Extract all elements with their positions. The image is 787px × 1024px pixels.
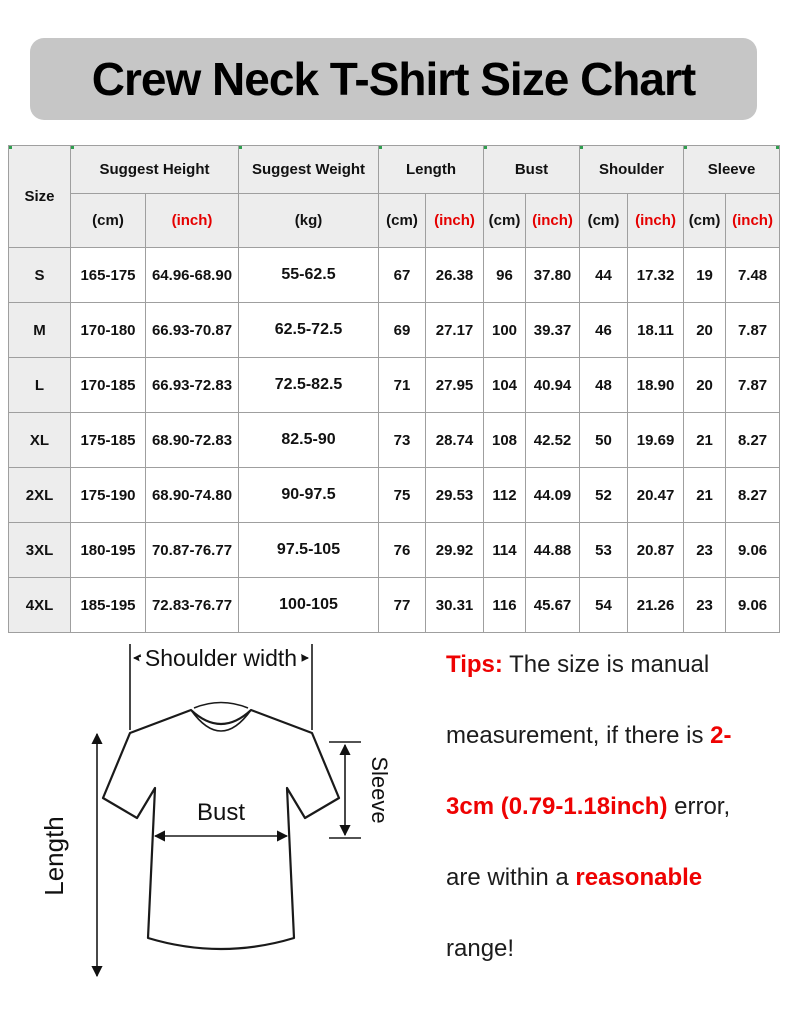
tips-line bbox=[446, 650, 780, 680]
unit-height-cm: (cm) bbox=[71, 194, 146, 248]
value-cell: 55-62.5 bbox=[239, 248, 379, 303]
value-cell: 30.31 bbox=[426, 578, 484, 633]
value-cell: 52 bbox=[580, 468, 628, 523]
value-cell: 66.93-70.87 bbox=[146, 303, 239, 358]
value-cell: 27.95 bbox=[426, 358, 484, 413]
value-cell: 116 bbox=[484, 578, 526, 633]
value-cell: 8.27 bbox=[726, 468, 780, 523]
value-cell: 97.5-105 bbox=[239, 523, 379, 578]
value-cell: 9.06 bbox=[726, 578, 780, 633]
tips-line bbox=[446, 863, 780, 893]
table-row bbox=[9, 358, 780, 413]
unit-shoulder-inch: (inch) bbox=[628, 194, 684, 248]
value-cell: 20 bbox=[684, 303, 726, 358]
value-cell: 175-185 bbox=[71, 413, 146, 468]
size-cell: 4XL bbox=[9, 578, 71, 633]
value-cell: 185-195 bbox=[71, 578, 146, 633]
value-cell: 7.48 bbox=[726, 248, 780, 303]
size-cell: 3XL bbox=[9, 523, 71, 578]
value-cell: 90-97.5 bbox=[239, 468, 379, 523]
value-cell: 96 bbox=[484, 248, 526, 303]
tips-text: error, bbox=[667, 793, 731, 820]
tips-text: measurement, if there is bbox=[446, 722, 711, 749]
col-header-shoulder: Shoulder bbox=[580, 146, 684, 194]
value-cell: 50 bbox=[580, 413, 628, 468]
value-cell: 8.27 bbox=[726, 413, 780, 468]
value-cell: 77 bbox=[379, 578, 426, 633]
value-cell: 21 bbox=[684, 468, 726, 523]
value-cell: 76 bbox=[379, 523, 426, 578]
value-cell: 44.88 bbox=[526, 523, 580, 578]
unit-weight-kg: (kg) bbox=[239, 194, 379, 248]
size-cell: XL bbox=[9, 413, 71, 468]
sleeve-label: Sleeve bbox=[367, 756, 392, 824]
unit-length-cm: (cm) bbox=[379, 194, 426, 248]
value-cell: 53 bbox=[580, 523, 628, 578]
unit-height-inch: (inch) bbox=[146, 194, 239, 248]
value-cell: 73 bbox=[379, 413, 426, 468]
value-cell: 170-180 bbox=[71, 303, 146, 358]
value-cell: 44 bbox=[580, 248, 628, 303]
tips-line bbox=[446, 721, 780, 751]
unit-bust-inch: (inch) bbox=[526, 194, 580, 248]
table-row bbox=[9, 303, 780, 358]
value-cell: 72.5-82.5 bbox=[239, 358, 379, 413]
value-cell: 69 bbox=[379, 303, 426, 358]
unit-sleeve-inch: (inch) bbox=[726, 194, 780, 248]
value-cell: 18.90 bbox=[628, 358, 684, 413]
size-cell: S bbox=[9, 248, 71, 303]
value-cell: 29.92 bbox=[426, 523, 484, 578]
value-cell: 21.26 bbox=[628, 578, 684, 633]
value-cell: 70.87-76.77 bbox=[146, 523, 239, 578]
value-cell: 42.52 bbox=[526, 413, 580, 468]
value-cell: 20.87 bbox=[628, 523, 684, 578]
collar-back-line bbox=[194, 703, 248, 709]
table-row bbox=[9, 468, 780, 523]
size-cell: M bbox=[9, 303, 71, 358]
value-cell: 68.90-72.83 bbox=[146, 413, 239, 468]
table-row bbox=[9, 523, 780, 578]
value-cell: 7.87 bbox=[726, 358, 780, 413]
table-header-row-units bbox=[9, 194, 780, 248]
value-cell: 19.69 bbox=[628, 413, 684, 468]
tshirt-outline bbox=[103, 710, 339, 949]
value-cell: 37.80 bbox=[526, 248, 580, 303]
value-cell: 68.90-74.80 bbox=[146, 468, 239, 523]
value-cell: 45.67 bbox=[526, 578, 580, 633]
size-cell: 2XL bbox=[9, 468, 71, 523]
tips-highlight: 2- bbox=[710, 722, 732, 749]
tips-highlight: reasonable bbox=[575, 864, 703, 891]
measurement-diagram bbox=[15, 638, 435, 1022]
value-cell: 104 bbox=[484, 358, 526, 413]
size-table bbox=[8, 145, 780, 633]
value-cell: 7.87 bbox=[726, 303, 780, 358]
title-banner bbox=[30, 38, 757, 120]
col-header-bust: Bust bbox=[484, 146, 580, 194]
page-title: Crew Neck T-Shirt Size Chart bbox=[91, 53, 696, 105]
value-cell: 29.53 bbox=[426, 468, 484, 523]
value-cell: 54 bbox=[580, 578, 628, 633]
unit-length-inch: (inch) bbox=[426, 194, 484, 248]
size-table-body bbox=[9, 248, 780, 633]
value-cell: 66.93-72.83 bbox=[146, 358, 239, 413]
value-cell: 21 bbox=[684, 413, 726, 468]
value-cell: 64.96-68.90 bbox=[146, 248, 239, 303]
value-cell: 180-195 bbox=[71, 523, 146, 578]
table-row bbox=[9, 578, 780, 633]
tips-text: The size is manual bbox=[502, 651, 710, 678]
unit-sleeve-cm: (cm) bbox=[684, 194, 726, 248]
value-cell: 9.06 bbox=[726, 523, 780, 578]
tips-text: range! bbox=[446, 935, 515, 962]
value-cell: 23 bbox=[684, 578, 726, 633]
value-cell: 44.09 bbox=[526, 468, 580, 523]
tips-line bbox=[446, 792, 780, 822]
col-header-suggest-height: Suggest Height bbox=[71, 146, 239, 194]
value-cell: 27.17 bbox=[426, 303, 484, 358]
value-cell: 108 bbox=[484, 413, 526, 468]
value-cell: 46 bbox=[580, 303, 628, 358]
value-cell: 165-175 bbox=[71, 248, 146, 303]
value-cell: 62.5-72.5 bbox=[239, 303, 379, 358]
value-cell: 114 bbox=[484, 523, 526, 578]
length-label: Length bbox=[39, 816, 69, 896]
size-cell: L bbox=[9, 358, 71, 413]
tips-line bbox=[446, 934, 780, 964]
value-cell: 82.5-90 bbox=[239, 413, 379, 468]
value-cell: 48 bbox=[580, 358, 628, 413]
col-header-sleeve: Sleeve bbox=[684, 146, 780, 194]
col-header-suggest-weight: Suggest Weight bbox=[239, 146, 379, 194]
value-cell: 100-105 bbox=[239, 578, 379, 633]
value-cell: 71 bbox=[379, 358, 426, 413]
value-cell: 72.83-76.77 bbox=[146, 578, 239, 633]
col-header-size: Size bbox=[9, 146, 71, 248]
value-cell: 170-185 bbox=[71, 358, 146, 413]
col-header-length: Length bbox=[379, 146, 484, 194]
value-cell: 112 bbox=[484, 468, 526, 523]
value-cell: 17.32 bbox=[628, 248, 684, 303]
table-row bbox=[9, 248, 780, 303]
unit-bust-cm: (cm) bbox=[484, 194, 526, 248]
value-cell: 75 bbox=[379, 468, 426, 523]
unit-shoulder-cm: (cm) bbox=[580, 194, 628, 248]
value-cell: 18.11 bbox=[628, 303, 684, 358]
value-cell: 40.94 bbox=[526, 358, 580, 413]
value-cell: 100 bbox=[484, 303, 526, 358]
tips-highlight: Tips: bbox=[446, 651, 503, 678]
value-cell: 20 bbox=[684, 358, 726, 413]
tips-panel bbox=[446, 650, 780, 1005]
value-cell: 20.47 bbox=[628, 468, 684, 523]
value-cell: 19 bbox=[684, 248, 726, 303]
value-cell: 67 bbox=[379, 248, 426, 303]
tips-highlight: 3cm (0.79-1.18inch) bbox=[446, 793, 668, 820]
value-cell: 23 bbox=[684, 523, 726, 578]
value-cell: 26.38 bbox=[426, 248, 484, 303]
value-cell: 28.74 bbox=[426, 413, 484, 468]
value-cell: 39.37 bbox=[526, 303, 580, 358]
table-row bbox=[9, 413, 780, 468]
bust-label: Bust bbox=[196, 799, 246, 826]
value-cell: 175-190 bbox=[71, 468, 146, 523]
shoulder-width-label: Shoulder width bbox=[144, 645, 298, 671]
tips-text: are within a bbox=[446, 864, 576, 891]
table-header-row-groups bbox=[9, 146, 780, 194]
